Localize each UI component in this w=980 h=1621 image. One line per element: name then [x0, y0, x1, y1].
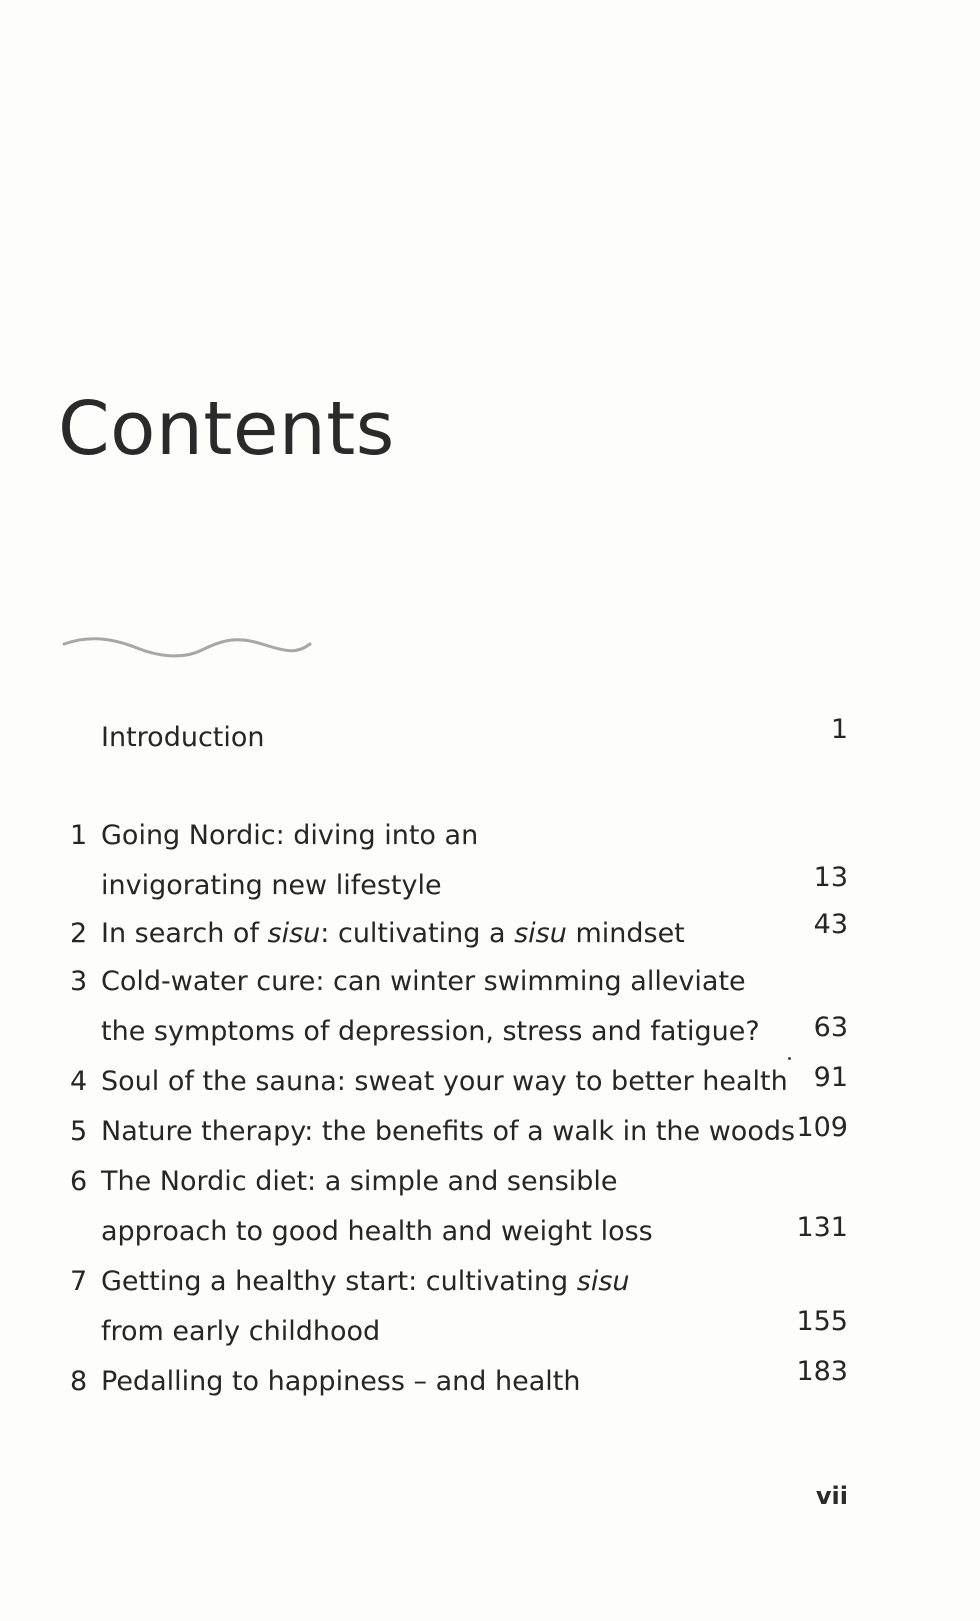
speck	[788, 1057, 791, 1060]
page-title: Contents	[58, 386, 395, 472]
page-folio: vii	[815, 1482, 848, 1510]
toc-entry-chapter-8[interactable]	[0, 1356, 980, 1402]
toc-entry-page: 131	[796, 1212, 848, 1243]
toc-chapter-number: 5	[70, 1116, 88, 1147]
toc-entry-chapter-1[interactable]	[0, 816, 980, 856]
toc-entry-page: 1	[830, 714, 848, 745]
toc-chapter-number: 7	[70, 1266, 88, 1297]
toc-chapter-number: 6	[70, 1166, 88, 1197]
toc-entry-page: 63	[813, 1012, 848, 1043]
toc-chapter-number: 8	[70, 1366, 88, 1397]
toc-entry-chapter-7[interactable]	[0, 1262, 980, 1302]
toc-entry-page: 109	[796, 1112, 848, 1143]
toc-entry-title: Getting a healthy start: cultivating sisu	[101, 1266, 630, 1297]
toc-chapter-number: 1	[70, 820, 88, 851]
toc-entry-title: Nature therapy: the benefits of a walk in the woods	[101, 1116, 796, 1147]
toc-entry-title-continued: from early childhood	[101, 1316, 381, 1347]
toc-entry-chapter-6-continued	[0, 1212, 980, 1252]
toc-entry-page: 43	[813, 909, 848, 940]
toc-entry-chapter-2[interactable]	[0, 909, 980, 954]
toc-entry-page: 155	[796, 1306, 848, 1337]
toc-entry-title-continued: invigorating new lifestyle	[101, 870, 442, 901]
toc-entry-chapter-5[interactable]	[0, 1112, 980, 1152]
toc-entry-title: In search of sisu: cultivating a sisu mindset	[101, 918, 685, 949]
toc-chapter-number: 4	[70, 1066, 88, 1097]
toc-entry-title: Soul of the sauna: sweat your way to better health	[101, 1066, 788, 1097]
toc-entry-page: 91	[813, 1062, 848, 1093]
toc-entry-chapter-4[interactable]	[0, 1062, 980, 1102]
toc-entry-introduction[interactable]	[0, 714, 980, 758]
toc-entry-page: 13	[813, 862, 848, 893]
toc-entry-title: The Nordic diet: a simple and sensible	[101, 1166, 618, 1197]
toc-entry-chapter-3-continued	[0, 1012, 980, 1052]
toc-entry-title-continued: approach to good health and weight loss	[101, 1216, 653, 1247]
toc-entry-title: Pedalling to happiness – and health	[101, 1366, 581, 1397]
toc-chapter-number: 2	[70, 918, 88, 949]
toc-entry-title-continued: the symptoms of depression, stress and fatigue?	[101, 1016, 760, 1047]
toc-entry-title: Cold-water cure: can winter swimming alleviate	[101, 966, 746, 997]
toc-entry-title: Introduction	[101, 722, 265, 753]
toc-entry-chapter-7-continued	[0, 1306, 980, 1352]
wavy-divider-icon	[62, 636, 312, 666]
toc-chapter-number: 3	[70, 966, 88, 997]
toc-entry-chapter-3[interactable]	[0, 962, 980, 1002]
toc-entry-chapter-6[interactable]	[0, 1162, 980, 1202]
toc-entry-title: Going Nordic: diving into an	[101, 820, 479, 851]
toc-entry-chapter-1-continued	[0, 862, 980, 906]
toc-entry-page: 183	[796, 1356, 848, 1387]
